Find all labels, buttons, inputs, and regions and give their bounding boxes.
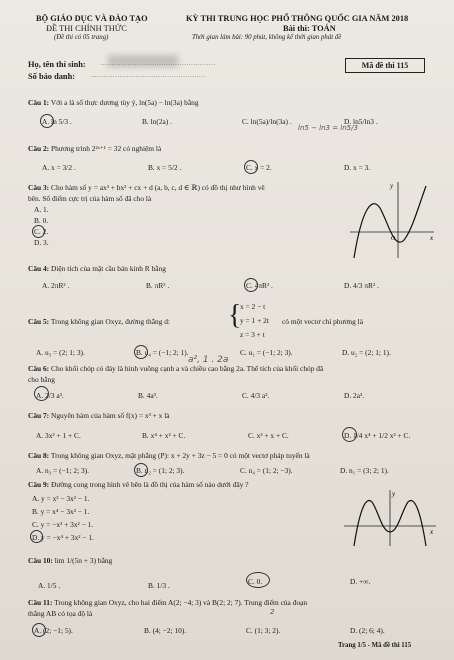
q11-option-a: A. (2; −1; 5).	[34, 626, 73, 635]
q2-option-d: D. x = 3.	[344, 163, 371, 172]
exam-subject: Bài thi: TOÁN	[283, 24, 336, 33]
pages-count: (Đề thi có 05 trang)	[54, 34, 109, 41]
q11-stem-line1	[28, 598, 307, 607]
q3-stem-line2: bên. Số điểm cực trị của hàm số đã cho là	[28, 194, 152, 203]
q9-option-d: D. y = −x⁴ + 3x² − 1.	[32, 533, 94, 542]
q4-label: Câu 4:	[28, 264, 50, 273]
q7-text: Nguyên hàm của hàm số f(x) = x³ + x là	[51, 411, 170, 420]
q5-sys2: y = 1 + 2t	[240, 316, 269, 325]
q2-option-a: A. x = 3/2 .	[42, 163, 76, 172]
q11-option-b: B. (4; −2; 10).	[144, 626, 187, 635]
q9-option-a: A. y = x³ − 3x² − 1.	[32, 494, 90, 503]
q11-label: Câu 11:	[28, 598, 53, 607]
q11-handwriting: 2	[270, 608, 275, 616]
q2-text: Phương trình 2²ˣ⁺¹ = 32 có nghiệm là	[51, 144, 162, 153]
q4-option-b: B. πR² .	[146, 281, 170, 290]
q6-stem-line2: cho bằng	[28, 375, 55, 384]
q6-option-d: D. 2a³.	[344, 391, 365, 400]
q5-stem	[28, 317, 170, 326]
q2-stem	[28, 144, 161, 153]
q3-option-a: A. 1.	[34, 205, 49, 214]
q5-brace: {	[228, 300, 242, 331]
q9-y-label: y	[392, 490, 396, 498]
q3-circle-mark	[32, 225, 45, 238]
name-label: Họ, tên thí sinh:	[28, 60, 86, 69]
q3-y-label: y	[390, 182, 394, 190]
q5-text: Trong không gian Oxyz, đường thẳng d:	[50, 317, 170, 326]
q10-stem	[28, 556, 112, 565]
q10-option-b: B. 1/3 .	[148, 581, 170, 590]
q1-text: Với a là số thực dương tùy ý, ln(5a) − ln(3a) bằng	[50, 98, 199, 107]
q11-text1: Trong không gian Oxyz, cho hai điểm A(2; −4; 3) và B(2; 2; 7). Trung điểm của đoạn	[54, 598, 308, 607]
q5-option-a: A. u₃ = (2; 1; 3).	[36, 348, 85, 357]
q6-option-b: B. 4a³.	[138, 391, 158, 400]
q7-stem	[28, 411, 170, 420]
page-footer: Trang 1/5 - Mã đề thi 115	[338, 642, 412, 649]
q2-option-c: C. x = 2.	[246, 163, 272, 172]
q5-sys1: x = 2 − t	[240, 302, 266, 311]
q4-option-a: A. 2πR² .	[42, 281, 70, 290]
q6-option-a: A. 2/3 a³.	[36, 391, 64, 400]
q10-circle-mark	[246, 572, 270, 588]
q8-stem	[28, 451, 310, 460]
name-dots: ……………………………………………	[100, 60, 216, 67]
exam-title: KỲ THI TRUNG HỌC PHỔ THÔNG QUỐC GIA NĂM 2018	[186, 14, 409, 23]
q8-option-a: A. n₃ = (−1; 2; 3).	[36, 466, 89, 475]
q8-label: Câu 8:	[28, 451, 50, 460]
q9-circle-mark	[30, 530, 43, 543]
q6-handwriting: a², 1 . 2a	[188, 355, 229, 365]
q10-option-d: D. +∞.	[350, 577, 371, 586]
q2-option-b: B. x = 5/2 .	[148, 163, 182, 172]
q1-option-c: C. ln(5a)/ln(3a) .	[242, 117, 292, 126]
q11-option-d: D. (2; 6; 4).	[350, 626, 385, 635]
q7-option-b: B. x⁴ + x² + C.	[142, 431, 186, 440]
q3-label: Câu 3:	[28, 183, 50, 192]
q9-option-c: C. y = −x³ + 3x² − 1.	[32, 520, 94, 529]
q5-circle-mark	[134, 345, 148, 359]
q9-label: Câu 9:	[28, 480, 50, 489]
q11-circle-mark	[32, 623, 46, 637]
name-blur	[108, 55, 178, 67]
q8-option-c: C. n₄ = (1; 2; −3).	[240, 466, 293, 475]
q3-stem-line1	[28, 183, 265, 192]
q10-text: lim 1/(5n + 3) bằng	[54, 556, 113, 565]
q3-option-d: D. 3.	[34, 238, 49, 247]
number-label: Số báo danh:	[28, 72, 76, 81]
q5-tail: có một vectơ chỉ phương là	[282, 317, 363, 326]
q10-option-a: A. 1/5 .	[38, 581, 61, 590]
q10-option-c: C. 0.	[248, 577, 263, 586]
q8-text: Trong không gian Oxyz, mặt phẳng (P): x + 2y + 3z − 5 = 0 có một vectơ pháp tuyến là	[50, 451, 310, 460]
number-dots: ……………………………………………	[90, 72, 206, 79]
q1-option-b: B. ln(2a) .	[142, 117, 172, 126]
q2-circle-mark	[244, 160, 258, 174]
q1-circle-mark	[40, 114, 54, 128]
q7-label: Câu 7:	[28, 411, 50, 420]
q5-option-d: D. u₂ = (2; 1; 1).	[342, 348, 391, 357]
q1-option-a: A. ln 5/3 .	[42, 117, 72, 126]
q3-text1: Cho hàm số y = ax³ + bx² + cx + d (a, b, c, d ∈ ℝ) có đồ thị như hình vẽ	[51, 183, 265, 192]
q6-circle-mark	[34, 386, 49, 401]
q8-option-b: B. n₂ = (1; 2; 3).	[136, 466, 185, 475]
q4-text: Diện tích của mặt cầu bán kính R bằng	[51, 264, 166, 273]
q4-circle-mark	[244, 278, 258, 292]
q9-option-b: B. y = x⁴ − 3x² − 1.	[32, 507, 90, 516]
q1-handwriting: ln5 − ln3 = ln5/3	[298, 124, 358, 132]
q7-option-c: C. x³ + x + C.	[248, 431, 289, 440]
exam-code-box: Mã đề thi 115	[345, 58, 425, 73]
q7-circle-mark	[342, 427, 357, 442]
q9-quartic-graph	[340, 488, 440, 548]
q6-label: Câu 6:	[28, 364, 50, 373]
ministry-name: BỘ GIÁO DỤC VÀ ĐÀO TẠO	[36, 14, 148, 23]
q4-stem	[28, 264, 166, 273]
q1-label: Câu 1:	[28, 98, 50, 107]
q1-option-d: D. ln5/ln3 .	[344, 117, 378, 126]
q4-option-c: C. 4πR² .	[246, 281, 273, 290]
q7-option-d: D. 1/4 x⁴ + 1/2 x² + C.	[344, 431, 411, 440]
q8-circle-mark	[134, 463, 148, 477]
q3-option-b: B. 0.	[34, 216, 49, 225]
q3-option-c: C. 2.	[34, 227, 49, 236]
q5-option-c: C. u₁ = (−1; 2; 3).	[240, 348, 293, 357]
q3-curve	[354, 186, 426, 258]
q1-stem	[28, 98, 199, 107]
q5-label: Câu 5:	[28, 317, 50, 326]
q9-text: Đường cong trong hình vẽ bên là đồ thị của hàm số nào dưới đây ?	[51, 480, 249, 489]
q2-label: Câu 2:	[28, 144, 50, 153]
q6-stem-line1	[28, 364, 323, 373]
q6-option-c: C. 4/3 a³.	[242, 391, 270, 400]
exam-time: Thời gian làm bài: 90 phút, không kể thời gian phát đề	[192, 34, 342, 41]
q11-option-c: C. (1; 3; 2).	[246, 626, 281, 635]
q4-option-d: D. 4/3 πR² .	[344, 281, 379, 290]
q7-option-a: A. 3x² + 1 + C.	[36, 431, 81, 440]
q5-sys3: z = 3 + t	[240, 330, 265, 339]
q5-option-b: B. u₄ = (−1; 2; 1).	[136, 348, 189, 357]
q10-label: Câu 10:	[28, 556, 53, 565]
q3-origin: O	[391, 236, 396, 242]
q6-text1: Cho khối chóp có đáy là hình vuông cạnh a và chiều cao bằng 2a. Thể tích của khối chóp đã	[51, 364, 324, 373]
q3-cubic-graph	[346, 178, 438, 262]
q11-stem-line2: thẳng AB có tọa độ là	[28, 609, 93, 618]
q8-option-d: D. n₁ = (3; 2; 1).	[340, 466, 389, 475]
q9-stem	[28, 480, 249, 489]
official-label: ĐỀ THI CHÍNH THỨC	[46, 24, 127, 33]
q3-x-label: x	[430, 234, 434, 242]
q9-x-label: x	[430, 528, 434, 536]
